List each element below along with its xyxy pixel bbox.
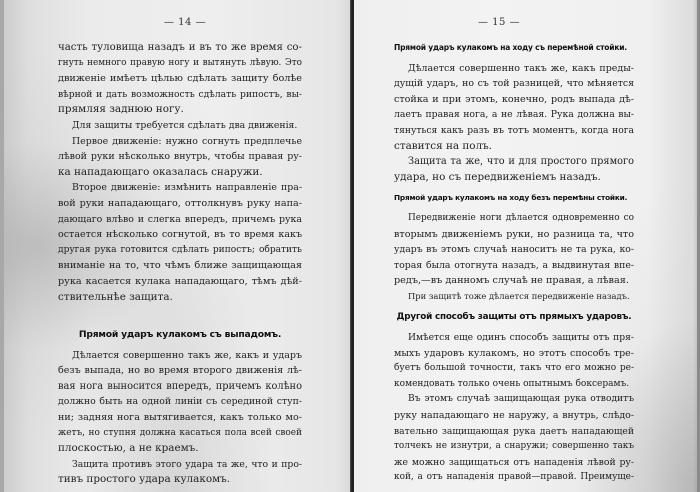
paragraph	[394, 211, 634, 289]
text-line: Защита та же, что и для простого прямого	[408, 156, 634, 168]
text-line: лаетъ правая нога, а не лѣвая. Рука должна вы-	[394, 109, 634, 121]
paragraph	[394, 330, 634, 392]
paragraph	[394, 392, 634, 486]
text-line: Защита противъ этого удара та же, что и про-	[72, 458, 302, 470]
text-line: лѣвой руки нѣсколько внутрь, чтобы правая ру-	[58, 151, 302, 163]
text-line: тивъ простого удара кулакомъ.	[58, 473, 231, 486]
text-line: вниманiе на то, что чѣмъ ближе защищающая	[58, 260, 302, 272]
text-line: толчекъ не изнутри, а снаружи; совершенно такъ	[394, 441, 634, 452]
text-line: удара, но съ передвиженiемъ назадъ.	[394, 170, 601, 183]
text-line: вая нога выносится впередъ, причемъ колѣно	[58, 380, 302, 392]
text-line: рука касается кулака нападающаго, тѣмъ дѣй-	[58, 275, 302, 287]
spacer	[58, 305, 302, 327]
text-line: вой руки нападающаго, оттолкнувъ руку напа-	[58, 197, 302, 209]
page-number: — 15 —	[478, 17, 521, 28]
paragraph	[58, 457, 302, 488]
page-number: — 14 —	[164, 17, 207, 28]
text-line: ударъ въ этомъ случаѣ наноситъ не та рука, ко-	[394, 244, 634, 256]
text-line: же можно защищаться отъ нападенiя лѣвой ру-	[394, 456, 634, 468]
text-line: другая рука готовится сдѣлать рипостъ; обратить	[58, 244, 302, 255]
text-line: Второе движенiе: измѣнить направленiе пра-	[72, 182, 302, 194]
right-page	[354, 0, 700, 492]
text-line: вторымъ движенiемъ руки, но разница та, что	[394, 228, 634, 240]
text-line: безъ выпада, но во время второго движенiя лѣ-	[58, 365, 302, 377]
text-line: мыхъ ударовъ кулакомъ, но этотъ способъ тре-	[394, 347, 634, 359]
text-line: буетъ большой точности, такъ что его можно ре-	[394, 363, 634, 374]
right-text-block	[394, 40, 634, 486]
text-line: тянуться какъ разъ въ тотъ моментъ, когда нога	[394, 124, 634, 136]
text-line: движенiе имѣетъ цѣлью сдѣлать защиту болѣе	[58, 73, 302, 85]
section-heading: Прямой ударъ кулакомъ на ходу безъ перемѣны стойки.	[394, 193, 628, 203]
text-line: дающаго влѣво и слегка впередъ, причемъ рука	[58, 213, 302, 225]
text-line: Въ этомъ случаѣ защищающая рука отводитъ	[408, 394, 634, 405]
text-line: дущiй ударъ, но съ той разницей, что мѣняется	[394, 78, 634, 90]
text-line: редъ,—въ данномъ случаѣ не правая, а лѣвая.	[394, 275, 629, 287]
paragraph	[394, 61, 634, 155]
text-line: должно быть на одной линiи съ серединой ступ-	[58, 396, 302, 408]
paragraph	[58, 348, 302, 457]
text-line: жетъ, но ступня должна касаться пола всей своей	[58, 427, 302, 438]
text-line: торая была отогнута назадъ, а выдвинутая впе-	[394, 259, 634, 271]
paragraph	[58, 180, 302, 305]
text-line: Дѣлается совершенно такъ же, какъ преды-	[408, 62, 634, 74]
section-heading: Прямой ударъ кулакомъ съ выпадомъ.	[78, 329, 282, 341]
paragraph	[58, 118, 302, 134]
page-edge	[0, 0, 4, 492]
paragraph	[394, 289, 634, 305]
text-line: Имѣется еще одинъ способъ защиты отъ пря-	[408, 332, 634, 344]
text-line: При защитѣ тоже дѣлается передвиженiе назадъ.	[408, 290, 630, 301]
text-line: гнуть немного правую ногу и вытянуть лѣвую. Это	[58, 57, 302, 68]
paragraph	[58, 134, 302, 181]
paragraph	[394, 154, 634, 185]
text-line: ка нападающаго оказалась снаружи.	[58, 165, 263, 178]
text-line: стойка и при этомъ, конечно, родъ выпада дѣ-	[394, 93, 634, 105]
text-line: Для защиты требуется сдѣлать два движенiя.	[72, 119, 298, 131]
text-line: часть туловища назадъ и въ то же время со-	[58, 42, 302, 53]
text-line: прямляя заднюю ногу.	[58, 103, 184, 116]
text-line: плоскостью, а не краемъ.	[58, 442, 199, 455]
text-line: Первое движенiе: нужно согнуть предплечье	[72, 135, 302, 147]
text-line: ставится на полъ.	[394, 139, 493, 152]
text-line: комендовать только очень опытнымъ боксерамъ.	[394, 378, 630, 389]
text-line: вательно защищающая рука даетъ нападающей	[394, 425, 634, 437]
left-text-block	[58, 40, 302, 488]
text-line: ствительнѣе защита.	[58, 290, 173, 303]
text-line: кой, а отъ нападенiя правой—правой. Преимуще-	[394, 472, 634, 483]
text-line: ни; задняя нога вытягивается, какъ только мо-	[58, 412, 302, 424]
text-line: остается нѣсколько согнутой, въ то время какъ	[58, 229, 302, 241]
section-heading: Прямой ударъ кулакомъ на ходу съ перемѣной стойки.	[394, 43, 627, 52]
text-line: Передвиженiе ноги дѣлается одновременно со	[408, 212, 634, 223]
text-line: Дѣлается совершенно такъ же, какъ и ударъ	[72, 349, 302, 361]
text-line: вѣрной и дать возможность сдѣлать рипостъ, вы-	[58, 88, 302, 100]
section-heading: Другой способъ защиты отъ прямыхъ ударовъ.	[396, 311, 632, 322]
paragraph	[58, 40, 302, 118]
text-line: руку нападающаго не наружу, а внутрь, слѣдо-	[394, 410, 634, 422]
